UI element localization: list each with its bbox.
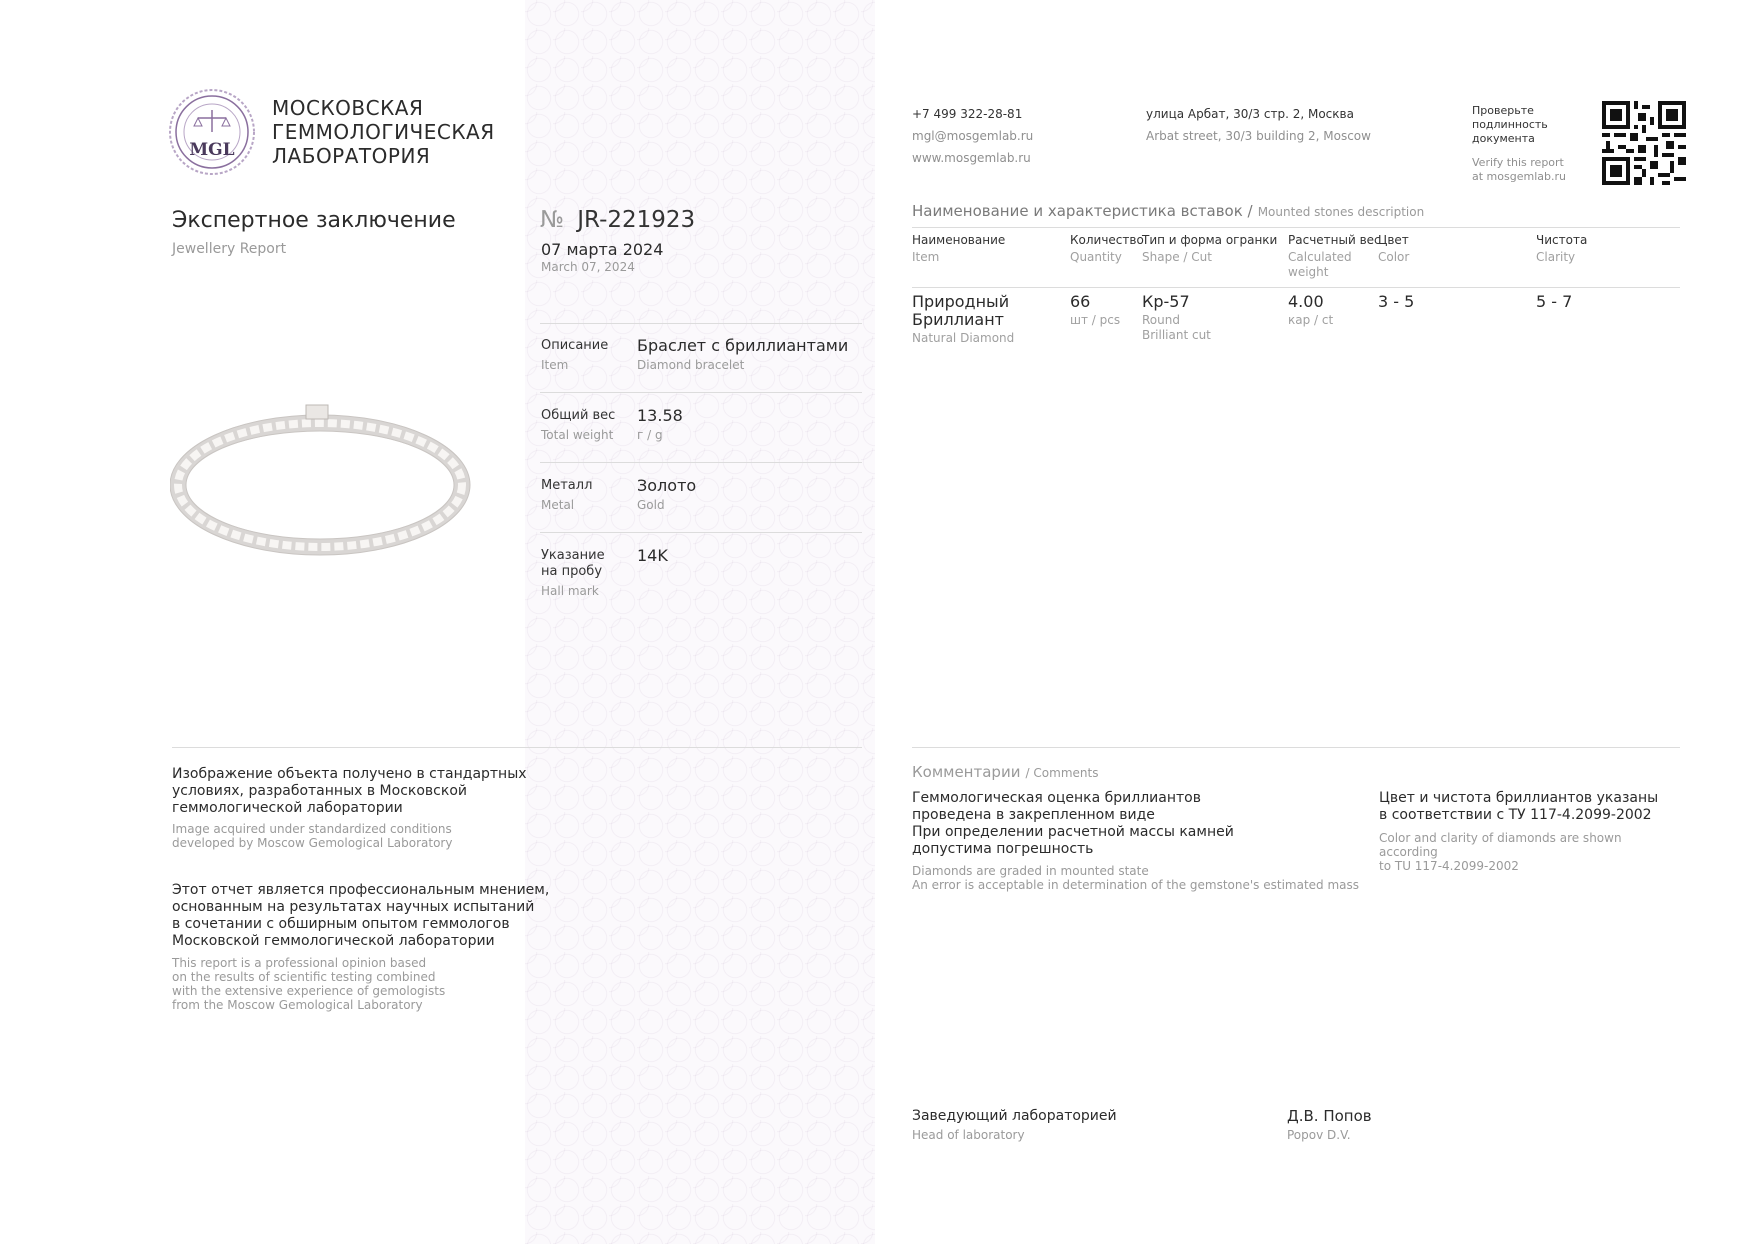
column-header-en: Clarity [1536,250,1576,264]
column-header-en: Quantity [1070,250,1122,264]
comment-right-en: Color and clarity of diamonds are shown according to TU 117-4.2099-2002 [1379,831,1622,873]
lab-name-line: ГЕММОЛОГИЧЕСКАЯ [272,120,495,144]
address-ru: улица Арбат, 30/3 стр. 2, Москва [1146,107,1354,121]
signature-name: Д.В. Попов [1287,1107,1372,1125]
address-block [1146,103,1371,147]
property-value: Браслет с бриллиантами [637,336,849,355]
number-prefix: № [540,207,564,233]
property-label-en: Total weight [541,428,614,442]
stone-cut-en: Round Brilliant cut [1142,313,1211,342]
comment-right: Цвет и чистота бриллиантов указаны в соответствии с ТУ 117-4.2099-2002 [1379,790,1659,823]
divider [172,747,862,748]
number-value: JR-221923 [577,207,696,233]
comments-title-en: / Comments [1025,766,1099,780]
stone-clarity: 5 - 7 [1536,292,1573,311]
lab-name-line: ЛАБОРАТОРИЯ [272,144,431,168]
divider [540,462,862,463]
address-en: Arbat street, 30/3 building 2, Moscow [1146,129,1371,143]
website-link[interactable]: www.mosgemlab.ru [912,151,1031,165]
column-header: Расчетный вес [1288,233,1381,247]
stone-weight: 4.00 [1288,292,1324,311]
property-label: Описание [541,338,609,353]
decorative-pattern-strip [525,0,875,1244]
comment-left: Геммологическая оценка бриллиантов проведена в закрепленном виде При определении расчетной массы камней допустима погрешность [912,790,1234,857]
verify-ru: Проверьте подлинность документа [1472,104,1548,145]
phone-link[interactable]: +7 499 322-28-81 [912,107,1023,121]
stones-table-row [912,293,1680,353]
stones-title-ru: Наименование и характеристика вставок / [912,202,1253,220]
divider [540,532,862,533]
note-image: Изображение объекта получено в стандартных условиях, разработанных в Московской геммологической лаборатории [172,766,527,816]
note-disclaimer-en: This report is a professional opinion based on the results of scientific testing combined with the extensive experience of gemologists from the Moscow Gemological Laboratory [172,956,446,1012]
property-label-en: Metal [541,498,575,512]
property-label-en: Hall mark [541,584,599,598]
stones-table-header [912,233,1680,283]
lab-name-line: МОСКОВСКАЯ [272,96,424,120]
report-number [540,207,695,233]
verify-en: Verify this report at mosgemlab.ru [1472,156,1566,183]
signature-role: Заведующий лабораторией [912,1108,1117,1124]
stones-section-title [912,201,1424,220]
column-header-en: Color [1378,250,1410,264]
logo-text: MGL [189,140,235,160]
stone-quantity: 66 [1070,292,1091,311]
divider [912,227,1680,228]
email-link[interactable]: mgl@mosgemlab.ru [912,129,1034,143]
property-label: Металл [541,478,593,493]
property-value: 13.58 [637,406,683,425]
lab-name [272,96,495,168]
stone-color: 3 - 5 [1378,292,1415,311]
lab-logo [168,88,256,176]
report-title-en: Jewellery Report [172,241,287,257]
property-label: Указание на пробу [541,548,605,579]
comment-left-en: Diamonds are graded in mounted state An error is acceptable in determination of the gemstone's estimated mass [912,864,1360,892]
property-label: Общий вес [541,408,616,423]
report-date-en: March 07, 2024 [541,260,635,274]
property-value-en: Gold [637,498,665,512]
comments-title-ru: Комментарии [912,763,1021,781]
divider [540,323,862,324]
stone-item: Природный Бриллиант [912,292,1010,329]
column-header: Тип и форма огранки [1142,233,1278,247]
column-header-en: Shape / Cut [1142,250,1212,264]
signature-name-en: Popov D.V. [1287,1128,1351,1142]
stones-title-en: Mounted stones description [1257,205,1425,219]
note-image-en: Image acquired under standardized conditions developed by Moscow Gemological Laboratory [172,822,453,850]
note-disclaimer: Этот отчет является профессиональным мнением, основанным на результатах научных испытаний в сочетании с обширным опытом геммологов Московской геммологической лаборатории [172,882,550,949]
property-value: Золото [637,476,697,495]
signature-role-en: Head of laboratory [912,1128,1025,1142]
stone-weight-unit: кар / ct [1288,313,1334,327]
divider [912,287,1680,288]
stone-quantity-unit: шт / pcs [1070,313,1121,327]
qr-code-icon[interactable] [1602,101,1686,185]
comments-title [912,762,1098,781]
column-header: Наименование [912,233,1006,247]
column-header-en: Calculated weight [1288,250,1352,279]
column-header: Чистота [1536,233,1588,247]
property-value-en: Diamond bracelet [637,358,745,372]
property-value: 14K [637,546,668,565]
report-title: Экспертное заключение [172,208,456,233]
stone-item-en: Natural Diamond [912,331,1015,345]
property-value-en: г / g [637,428,663,442]
column-header-en: Item [912,250,940,264]
property-label-en: Item [541,358,569,372]
bracelet-image [170,395,475,575]
column-header: Цвет [1378,233,1409,247]
column-header: Количество [1070,233,1144,247]
contact-block [912,103,1033,169]
seal-icon [168,88,256,176]
divider [540,392,862,393]
divider [912,747,1680,748]
stone-cut: Кр-57 [1142,292,1190,311]
item-photo [170,395,475,575]
report-date: 07 марта 2024 [541,240,664,259]
